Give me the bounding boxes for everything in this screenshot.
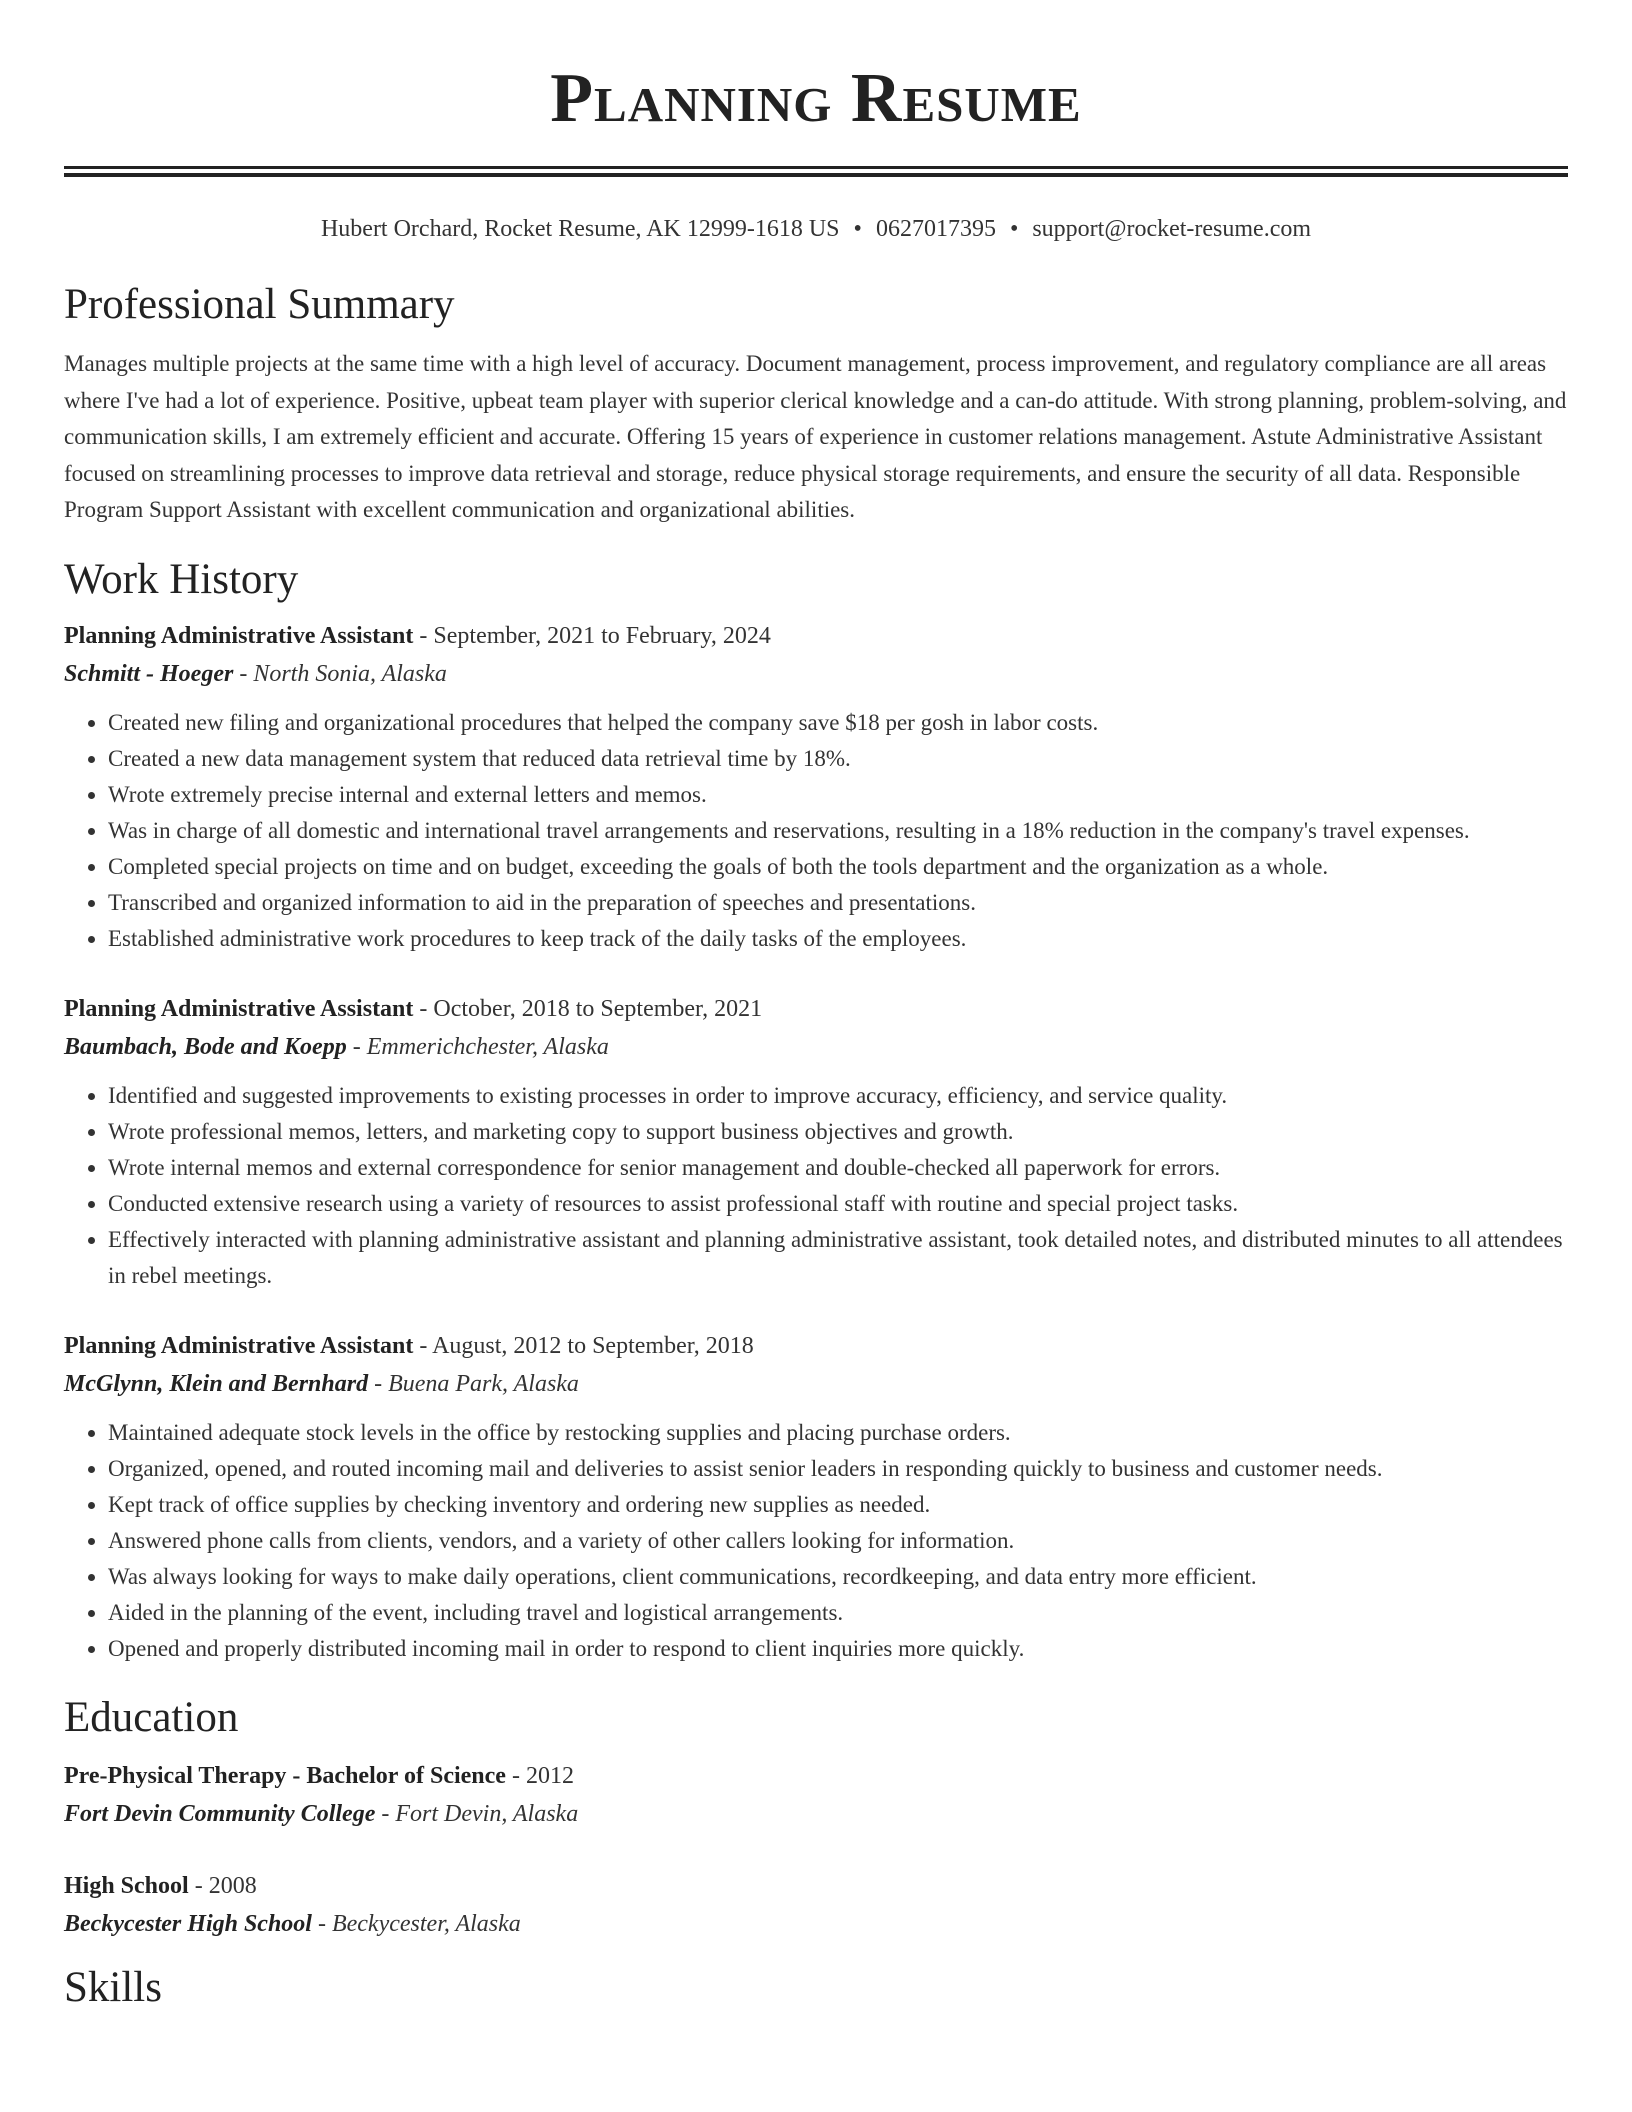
- list-item: • Was in charge of all domestic and international travel arrangements and reservations, resulting in a 18% reduction in the company's travel expenses.: [108, 813, 1568, 849]
- school: Fort Devin Community College: [64, 1800, 376, 1827]
- degree: Pre-Physical Therapy - Bachelor of Science: [64, 1762, 506, 1789]
- school-location: Beckycester, Alaska: [331, 1910, 521, 1937]
- dash: -: [346, 1033, 367, 1060]
- job-location: Buena Park, Alaska: [388, 1370, 579, 1397]
- education-entry: [64, 1757, 1568, 1833]
- job-entry: [64, 1327, 1568, 1667]
- job-title: Planning Administrative Assistant: [64, 995, 414, 1022]
- job-title-line: [64, 617, 1568, 655]
- job-dates: August, 2012 to September, 2018: [432, 1332, 754, 1359]
- dash: -: [188, 1872, 209, 1899]
- job-location: Emmerichchester, Alaska: [366, 1033, 609, 1060]
- job-title-line: [64, 990, 1568, 1028]
- education-heading: Education: [64, 1693, 239, 1741]
- job-company-line: [64, 1365, 1568, 1403]
- degree: High School: [64, 1872, 189, 1899]
- contact-line: [64, 214, 1568, 244]
- summary-heading: Professional Summary: [64, 281, 455, 328]
- list-item: • Created new filing and organizational procedures that helped the company save $18 per gosh in labor costs.: [108, 705, 1568, 741]
- job-dates: September, 2021 to February, 2024: [433, 622, 771, 649]
- job-title-line: [64, 1327, 1568, 1365]
- dash: -: [233, 660, 254, 687]
- list-item: • Opened and properly distributed incoming mail in order to respond to client inquiries more quickly.: [108, 1631, 1568, 1667]
- job-company: McGlynn, Klein and Bernhard: [64, 1370, 369, 1397]
- job-location: North Sonia, Alaska: [253, 660, 447, 687]
- job-bullets: [64, 1078, 1568, 1294]
- list-item: • Wrote professional memos, letters, and marketing copy to support business objectives and growth.: [108, 1114, 1568, 1150]
- list-item: • Wrote extremely precise internal and external letters and memos.: [108, 777, 1568, 813]
- job-entry: [64, 617, 1568, 957]
- job-company-line: [64, 1028, 1568, 1066]
- summary-text: Manages multiple projects at the same time with a high level of accuracy. Document management, process improvement, and regulatory compliance are all areas where I've had a lot of experience. Positive, upbeat team player with superior clerical knowledge and a can-do attitude. With strong planning, problem-solving, and communication skills, I am extremely efficient and accurate. Offering 15 years of experience in customer relations management. Astute Administrative Assistant focused on streamlining processes to improve data retrieval and storage, reduce physical storage requirements, and ensure the security of all data. Responsible Program Support Assistant with excellent communication and organizational abilities.: [64, 351, 1567, 522]
- list-item: • Kept track of office supplies by checking inventory and ordering new supplies as needed.: [108, 1487, 1568, 1523]
- contact-separator: •: [1009, 216, 1019, 242]
- dash: -: [375, 1800, 396, 1827]
- job-title: Planning Administrative Assistant: [64, 1332, 414, 1359]
- list-item: • Transcribed and organized information to aid in the preparation of speeches and presentations.: [108, 885, 1568, 921]
- school: Beckycester High School: [64, 1910, 312, 1937]
- list-item: • Established administrative work procedures to keep track of the daily tasks of the employees.: [108, 921, 1568, 957]
- school-line: [64, 1795, 1568, 1833]
- degree-year: 2012: [525, 1762, 574, 1789]
- job-title: Planning Administrative Assistant: [64, 622, 414, 649]
- list-item: • Wrote internal memos and external correspondence for senior management and double-checked all paperwork for errors.: [108, 1150, 1568, 1186]
- resume-title: Planning Resume: [550, 60, 1082, 137]
- dash: -: [505, 1762, 526, 1789]
- contact-separator: •: [853, 216, 862, 242]
- job-bullets: [64, 1415, 1568, 1667]
- school-location: Fort Devin, Alaska: [395, 1800, 579, 1827]
- degree-line: [64, 1867, 1568, 1905]
- work-history-heading: Work History: [64, 555, 299, 603]
- list-item: • Completed special projects on time and on budget, exceeding the goals of both the tools department and the organization as a whole.: [108, 849, 1568, 885]
- list-item: • Was always looking for ways to make daily operations, client communications, recordkeeping, and data entry more efficient.: [108, 1559, 1568, 1595]
- contact-address: Hubert Orchard, Rocket Resume, AK 12999-1618 US: [320, 216, 840, 242]
- dash: -: [368, 1370, 389, 1397]
- job-company: Schmitt - Hoeger: [64, 660, 234, 687]
- list-item: • Conducted extensive research using a variety of resources to assist professional staff with routine and special project tasks.: [108, 1186, 1568, 1222]
- job-entry: [64, 990, 1568, 1294]
- list-item: • Aided in the planning of the event, including travel and logistical arrangements.: [108, 1595, 1568, 1631]
- list-item: • Maintained adequate stock levels in the office by restocking supplies and placing purchase orders.: [108, 1415, 1568, 1451]
- list-item: • Effectively interacted with planning administrative assistant and planning administrative assistant, took detailed notes, and distributed minutes to all attendees in rebel meetings.: [108, 1222, 1568, 1294]
- job-dates: October, 2018 to September, 2021: [433, 995, 763, 1022]
- list-item: • Created a new data management system that reduced data retrieval time by 18%.: [108, 741, 1568, 777]
- list-item: • Answered phone calls from clients, vendors, and a variety of other callers looking for information.: [108, 1523, 1568, 1559]
- dash: -: [311, 1910, 332, 1937]
- contact-phone: 0627017395: [875, 216, 996, 242]
- job-company-line: [64, 655, 1568, 693]
- dash: -: [413, 1332, 433, 1359]
- dash: -: [413, 622, 434, 649]
- contact-email: support@rocket-resume.com: [1032, 216, 1312, 242]
- education-entry: [64, 1867, 1568, 1943]
- job-bullets: [64, 705, 1568, 957]
- job-company: Baumbach, Bode and Koepp: [64, 1033, 347, 1060]
- list-item: • Organized, opened, and routed incoming mail and deliveries to assist senior leaders in responding quickly to business and customer needs.: [108, 1451, 1568, 1487]
- degree-year: 2008: [208, 1872, 257, 1899]
- title-divider: [64, 166, 1568, 177]
- degree-line: [64, 1757, 1568, 1795]
- skills-heading: Skills: [64, 1963, 162, 2011]
- school-line: [64, 1905, 1568, 1943]
- list-item: • Identified and suggested improvements to existing processes in order to improve accuracy, efficiency, and service quality.: [108, 1078, 1568, 1114]
- dash: -: [413, 995, 434, 1022]
